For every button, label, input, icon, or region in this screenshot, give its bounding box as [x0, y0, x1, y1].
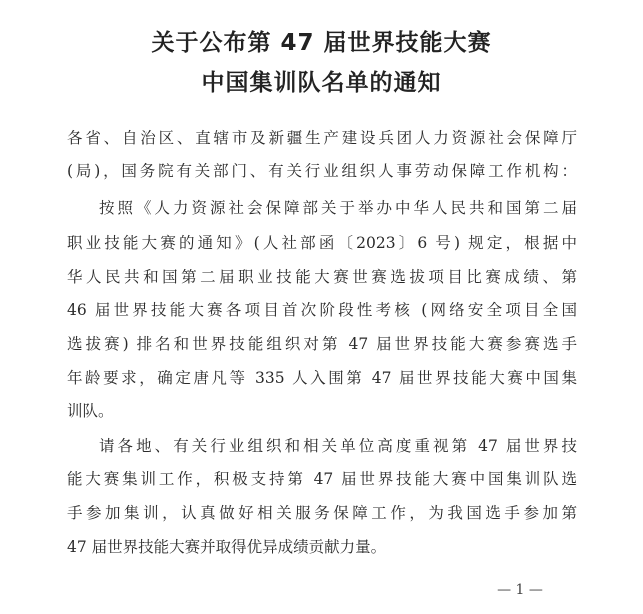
paragraph-2-line-4: 47 届世界技能大赛并取得优异成绩贡献力量。 — [67, 538, 387, 556]
paragraph-2-line-3: 手参加集训，认真做好相关服务保障工作，为我国选手参加第 — [67, 504, 577, 522]
paragraph-1-line-2: 职业技能大赛的通知》(人社部函〔2023〕6 号) 规定，根据中 — [67, 234, 577, 252]
paragraph-1-line-6: 年龄要求，确定唐凡等 335 人入围第 47 届世界技能大赛中国集 — [67, 369, 577, 387]
paragraph-2-line-2: 能大赛集训工作，积极支持第 47 届世界技能大赛中国集训队选 — [67, 470, 577, 488]
paragraph-1-line-4: 46 届世界技能大赛各项目首次阶段性考核 (网络安全项目全国 — [67, 301, 577, 319]
paragraph-1-line-5: 选拔赛) 排名和世界技能组织对第 47 届世界技能大赛参赛选手 — [67, 335, 577, 353]
paragraph-2-line-1: 请各地、有关行业组织和相关单位高度重视第 47 届世界技 — [99, 437, 577, 455]
paragraph-1-line-1: 按照《人力资源社会保障部关于举办中华人民共和国第二届 — [99, 199, 577, 217]
paragraph-1-line-3: 华人民共和国第二届职业技能大赛世赛选拔项目比赛成绩、第 — [67, 268, 577, 286]
addressee-line-2: (局)，国务院有关部门、有关行业组织人事劳动保障工作机构： — [67, 162, 577, 180]
document-title-line-2: 中国集训队名单的通知 — [201, 70, 442, 96]
addressee-line-1: 各省、自治区、直辖市及新疆生产建设兵团人力资源社会保障厅 — [67, 129, 577, 147]
page-number: — 1 — — [497, 582, 543, 598]
document-title-line-1: 关于公布第 47 届世界技能大赛 — [151, 30, 492, 56]
paragraph-1-line-7: 训队。 — [67, 402, 114, 420]
